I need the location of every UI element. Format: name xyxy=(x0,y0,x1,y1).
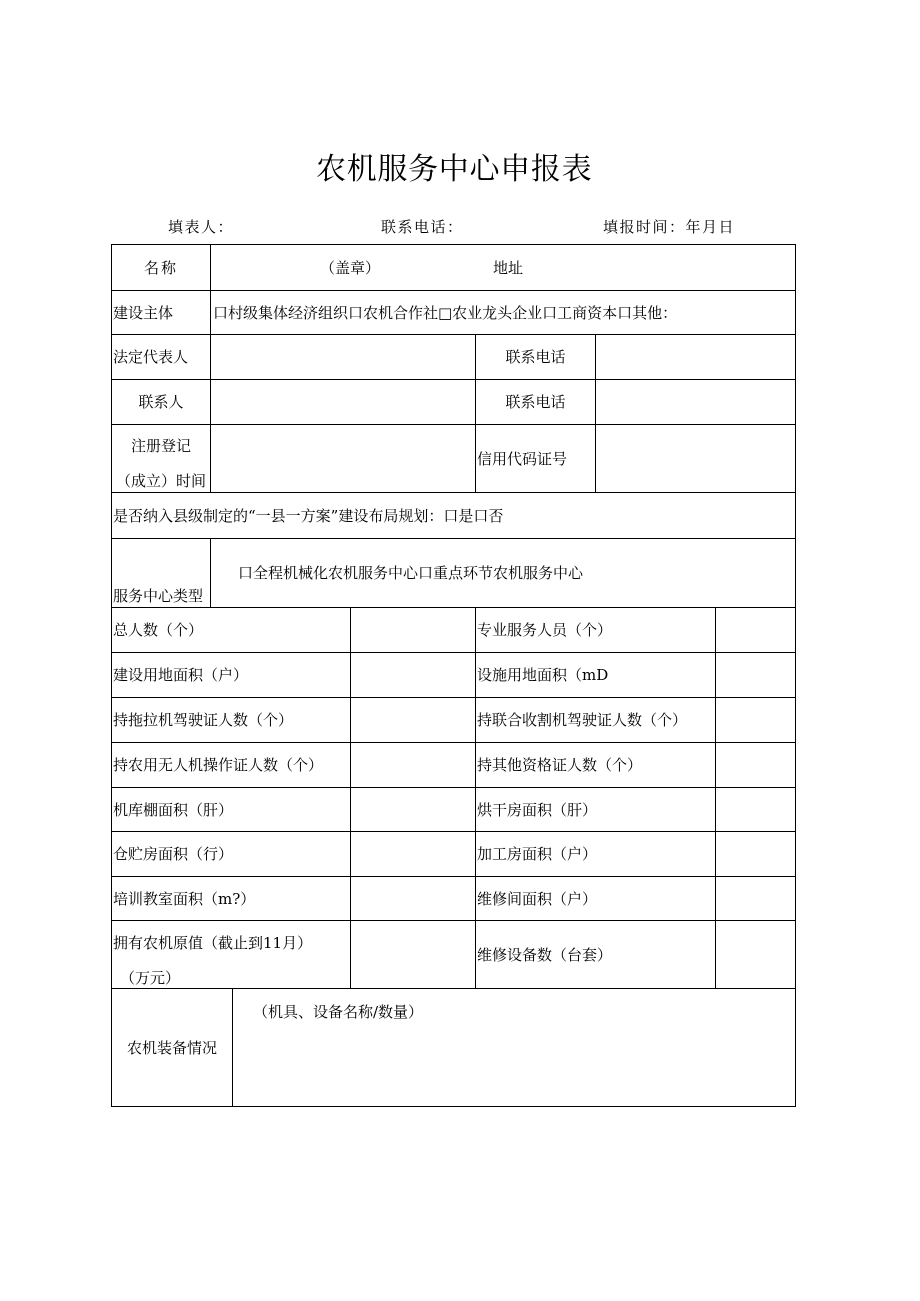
stat-label: 仓贮房面积（行） xyxy=(113,845,234,863)
name-row xyxy=(0,244,920,291)
stat-label: 持农用无人机操作证人数（个） xyxy=(113,756,324,774)
stat-label-cell xyxy=(475,742,716,788)
machinery-value-label-line2: （万元） xyxy=(120,969,181,987)
stat-label-cell xyxy=(111,831,351,877)
contact-phone-label-cell xyxy=(475,379,596,425)
stat-value-cell xyxy=(350,787,476,832)
stat-value-cell xyxy=(715,831,796,877)
seal-note: （盖章） xyxy=(320,258,381,277)
stat-value-cell xyxy=(715,607,796,653)
credit-code-label: 信用代码证号 xyxy=(477,449,568,468)
stat-value-cell xyxy=(350,831,476,877)
stat-value-cell xyxy=(715,876,796,921)
plan-cell xyxy=(111,492,796,539)
stat-label-cell xyxy=(475,787,716,832)
stat-label-cell xyxy=(475,652,716,698)
contact-phone-value-cell xyxy=(595,379,796,425)
stat-label: 持拖拉机驾驶证人数（个） xyxy=(113,711,294,729)
repair-equipment-label: 维修设备数（台套） xyxy=(477,945,613,964)
stats-row xyxy=(0,697,920,743)
legal-rep-phone-label: 联系电话 xyxy=(505,348,566,366)
equipment-value-cell xyxy=(232,988,796,1107)
legal-rep-label: 法定代表人 xyxy=(113,348,189,366)
registration-label-line2: （成立）时间 xyxy=(115,472,206,490)
registration-row xyxy=(0,424,920,493)
stat-value-cell xyxy=(715,652,796,698)
legal-rep-value-cell xyxy=(210,334,476,380)
stat-label: 持其他资格证人数（个） xyxy=(477,756,643,774)
type-options: 口全程机械化农机服务中心口重点环节农机服务中心 xyxy=(238,564,584,582)
contact-value-cell xyxy=(210,379,476,425)
stat-label: 培训教室面积（m?） xyxy=(113,889,256,908)
equipment-label-cell xyxy=(111,988,233,1107)
stat-label-cell xyxy=(111,787,351,832)
legal-rep-phone-label-cell xyxy=(475,334,596,380)
plan-question: 是否纳入县级制定的“一县一方案”建设布局规划：口是口否 xyxy=(113,506,504,525)
stat-label-cell xyxy=(475,831,716,877)
registration-value-cell xyxy=(210,424,476,493)
stat-label: 建设用地面积（户） xyxy=(113,666,249,684)
credit-code-value-cell xyxy=(595,424,796,493)
builder-row xyxy=(0,290,920,335)
stat-label-cell xyxy=(111,697,351,743)
builder-label-cell xyxy=(111,290,211,335)
stat-value-cell xyxy=(350,742,476,788)
machinery-value-label-line1: 拥有农机原值（截止到11月） xyxy=(113,934,313,952)
builder-label: 建设主体 xyxy=(113,303,174,322)
contact-label-cell xyxy=(111,379,211,425)
stat-label-cell xyxy=(111,742,351,788)
stat-label: 总人数（个） xyxy=(113,621,204,639)
repair-equipment-label-cell xyxy=(475,920,716,989)
stat-value-cell xyxy=(350,876,476,921)
contact-row xyxy=(0,379,920,425)
machinery-value-label-cell xyxy=(111,920,351,989)
stat-label: 维修间面积（户） xyxy=(477,889,598,908)
stat-label-cell xyxy=(475,697,716,743)
name-label: 名称 xyxy=(143,258,178,277)
header-phone-label: 联系电话： xyxy=(381,218,464,236)
repair-equipment-value-cell xyxy=(715,920,796,989)
type-label: 服务中心类型 xyxy=(113,587,204,605)
stat-value-cell xyxy=(715,787,796,832)
type-row xyxy=(0,538,920,608)
equipment-hint: （机具、设备名称/数量） xyxy=(253,1003,424,1021)
builder-options-cell xyxy=(210,290,796,335)
equipment-label: 农机装备情况 xyxy=(126,1038,217,1057)
credit-code-label-cell xyxy=(475,424,596,493)
plan-row xyxy=(0,492,920,539)
type-label-cell xyxy=(111,538,211,608)
stat-label-cell xyxy=(111,652,351,698)
header-date-label: 填报时间：年月日 xyxy=(603,218,736,236)
contact-phone-label: 联系电话 xyxy=(505,393,566,411)
address-label: 地址 xyxy=(493,258,524,277)
stat-label-cell xyxy=(475,607,716,653)
stat-label: 烘干房面积（肝） xyxy=(477,800,598,819)
stats-row xyxy=(0,787,920,832)
stats-row xyxy=(0,652,920,698)
legal-rep-label-cell xyxy=(111,334,211,380)
contact-label: 联系人 xyxy=(138,393,184,411)
stats-row xyxy=(0,742,920,788)
stat-label: 加工房面积（户） xyxy=(477,845,598,863)
header-filler-label: 填表人： xyxy=(168,218,235,236)
stats-row xyxy=(0,876,920,921)
stat-label: 专业服务人员（个） xyxy=(477,621,613,639)
registration-label-cell xyxy=(111,424,211,493)
stats-row xyxy=(0,831,920,877)
stat-value-cell xyxy=(350,607,476,653)
name-value-cell xyxy=(210,244,796,291)
page-title: 农机服务中心申报表 xyxy=(316,152,593,187)
stat-label: 持联合收割机驾驶证人数（个） xyxy=(477,711,688,729)
stat-value-cell xyxy=(715,697,796,743)
legal-rep-row xyxy=(0,334,920,380)
equipment-row xyxy=(0,988,920,1107)
builder-options: 口村级集体经济组织口农机合作社□农业龙头企业口工商资本口其他： xyxy=(213,303,678,322)
stat-label: 机库棚面积（肝） xyxy=(113,800,234,819)
legal-rep-phone-value-cell xyxy=(595,334,796,380)
type-options-cell xyxy=(210,538,796,608)
stat-label-cell xyxy=(475,876,716,921)
stat-value-cell xyxy=(350,697,476,743)
stat-value-cell xyxy=(350,652,476,698)
stat-value-cell xyxy=(715,742,796,788)
stat-label-cell xyxy=(111,607,351,653)
stat-label: 设施用地面积（mD xyxy=(477,666,609,684)
machinery-value-cell xyxy=(350,920,476,989)
registration-label-line1: 注册登记 xyxy=(130,437,191,455)
machinery-value-row xyxy=(0,920,920,989)
stat-label-cell xyxy=(111,876,351,921)
name-label-cell xyxy=(111,244,211,291)
stats-row xyxy=(0,607,920,653)
